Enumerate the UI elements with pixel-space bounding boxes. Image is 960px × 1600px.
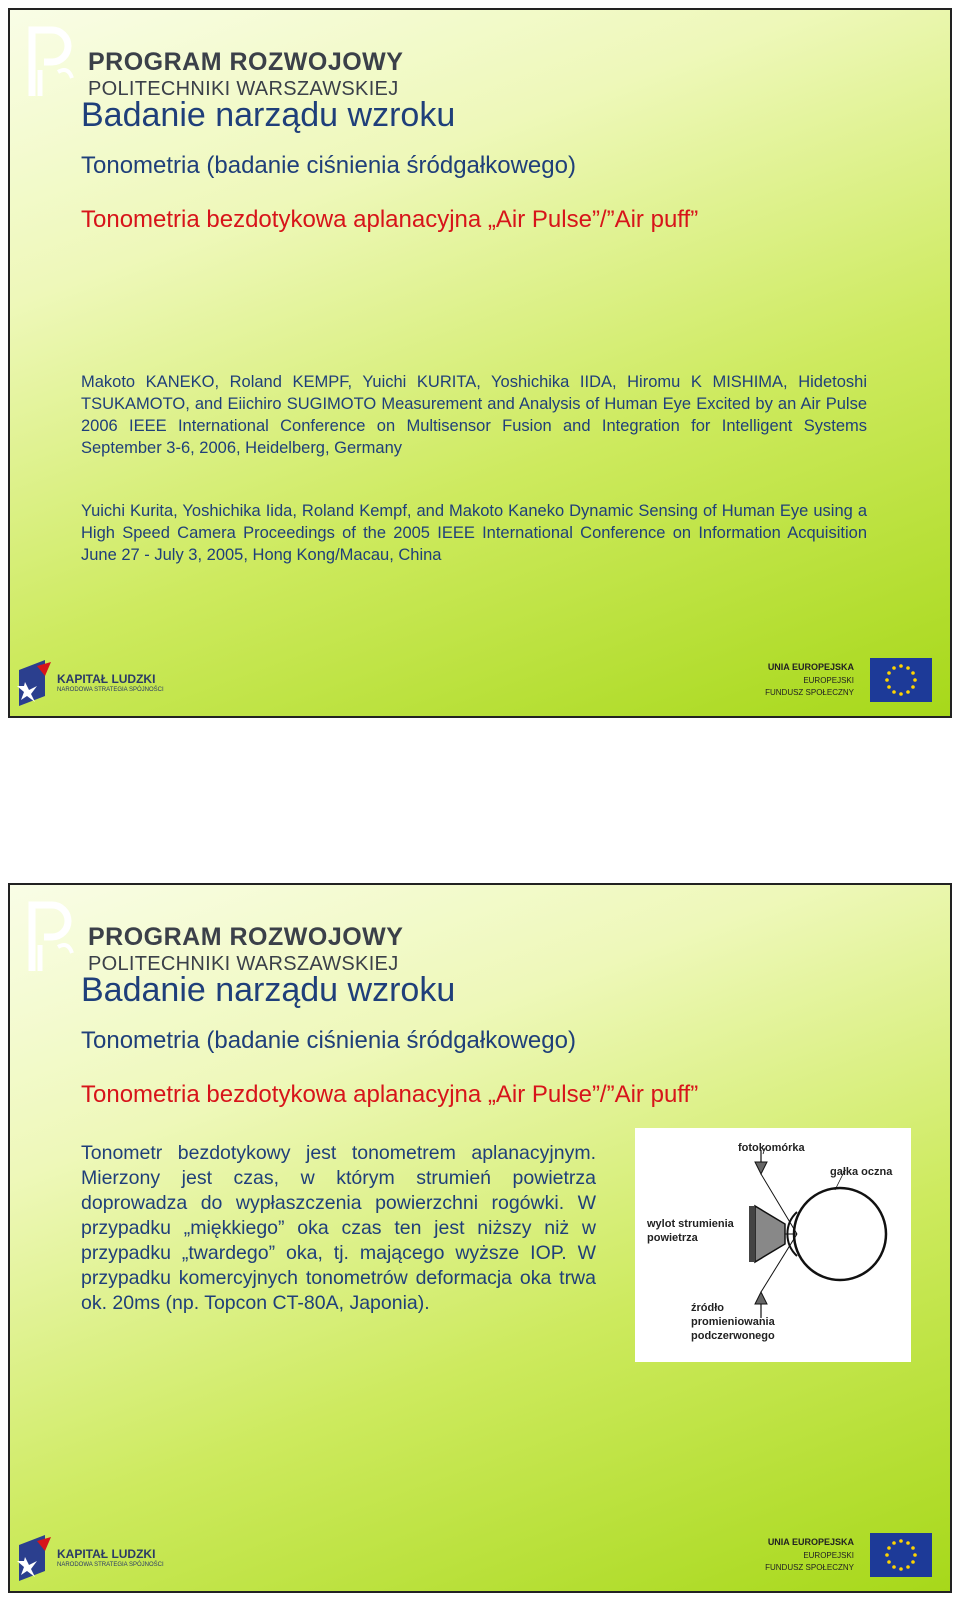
slide-1: [8, 8, 952, 718]
kapital-ludzki-name: KAPITAŁ LUDZKI: [57, 672, 156, 686]
label-source-2: promieniowania: [691, 1316, 775, 1328]
tonometer-diagram: [635, 1128, 911, 1362]
reference-2: Yuichi Kurita, Yoshichika Iida, Roland Kempf, and Makoto Kaneko Dynamic Sensing of Human Eye using a High Speed Camera Proceedings of the 2005 IEEE International Conference on Information Acquisition June 27 - July 3, 2005, Hong Kong/Macau, China: [81, 502, 867, 564]
program-name: PROGRAM ROZWOJOWY: [88, 48, 404, 76]
kapital-ludzki-subtitle: NARODOWA STRATEGIA SPÓJNOŚCI: [57, 1562, 164, 1568]
slide-subtitle: Tonometria (badanie ciśnienia śródgałkowego): [81, 152, 576, 179]
body-paragraph: Tonometr bezdotykowy jest tonometrem aplanacyjnym. Mierzony jest czas, w którym strumień powietrza doprowadza do wypłaszczenia powierzchni rogówki. W przypadku „miękkiego” oka czas ten jest niższy niż w przypadku „twardego” oka, tj. mającego wyższe IOP. W przypadku komercyjnych tonometrów deformacja oka trwa ok. 20ms (np. Topcon CT-80A, Japonia).: [81, 1142, 596, 1314]
program-subname: POLITECHNIKI WARSZAWSKIEJ: [88, 953, 399, 975]
eu-flag-icon: [870, 1533, 932, 1577]
program-name: PROGRAM ROZWOJOWY: [88, 923, 404, 951]
slide-subtitle: Tonometria (badanie ciśnienia śródgałkowego): [81, 1027, 576, 1054]
kapital-ludzki-star-icon: [15, 1531, 55, 1583]
eu-line-2: EUROPEJSKI: [803, 1551, 854, 1560]
pw-emblem-icon: [26, 895, 86, 975]
slide-topic: Tonometria bezdotykowa aplanacyjna „Air Pulse”/”Air puff”: [81, 1081, 699, 1108]
eu-line-2: EUROPEJSKI: [803, 676, 854, 685]
eu-line-3: FUNDUSZ SPOŁECZNY: [765, 1563, 854, 1572]
label-air-outlet-2: powietrza: [647, 1232, 698, 1244]
eu-line-1: UNIA EUROPEJSKA: [767, 662, 854, 672]
kapital-ludzki-logo: [15, 656, 175, 708]
program-subname: POLITECHNIKI WARSZAWSKIEJ: [88, 78, 399, 100]
slide-title: Badanie narządu wzroku: [81, 96, 456, 134]
label-source-3: podczerwonego: [691, 1330, 775, 1342]
reference-1: Makoto KANEKO, Roland KEMPF, Yuichi KURITA, Yoshichika IIDA, Hiromu K MISHIMA, Hidetoshi TSUKAMOTO, and Eiichiro SUGIMOTO Measurement and Analysis of Human Eye Excited by an Air Pulse 2006 IEEE International Conference on Multisensor Fusion and Integration for Intelligent Systems September 3-6, 2006, Heidelberg, Germany: [81, 373, 867, 457]
pw-emblem-icon: [26, 20, 86, 100]
kapital-ludzki-name: KAPITAŁ LUDZKI: [57, 1547, 156, 1561]
label-photodetector: fotokomórka: [738, 1142, 805, 1154]
eu-line-1: UNIA EUROPEJSKA: [767, 1537, 854, 1547]
kapital-ludzki-logo: [15, 1531, 175, 1583]
label-eyeball: gałka oczna: [830, 1166, 893, 1178]
slide-title: Badanie narządu wzroku: [81, 971, 456, 1009]
program-rozwojowy-logo: [26, 895, 404, 975]
slide-topic: Tonometria bezdotykowa aplanacyjna „Air Pulse”/”Air puff”: [81, 206, 699, 233]
program-rozwojowy-logo: [26, 20, 404, 100]
kapital-ludzki-star-icon: [15, 656, 55, 708]
slide-2: [8, 883, 952, 1593]
kapital-ludzki-subtitle: NARODOWA STRATEGIA SPÓJNOŚCI: [57, 687, 164, 693]
eu-logo: [758, 1531, 938, 1583]
eu-line-3: FUNDUSZ SPOŁECZNY: [765, 688, 854, 697]
label-air-outlet-1: wylot strumienia: [647, 1218, 734, 1230]
eu-logo: [758, 656, 938, 708]
eu-flag-icon: [870, 658, 932, 702]
label-source-1: źródło: [691, 1302, 724, 1314]
